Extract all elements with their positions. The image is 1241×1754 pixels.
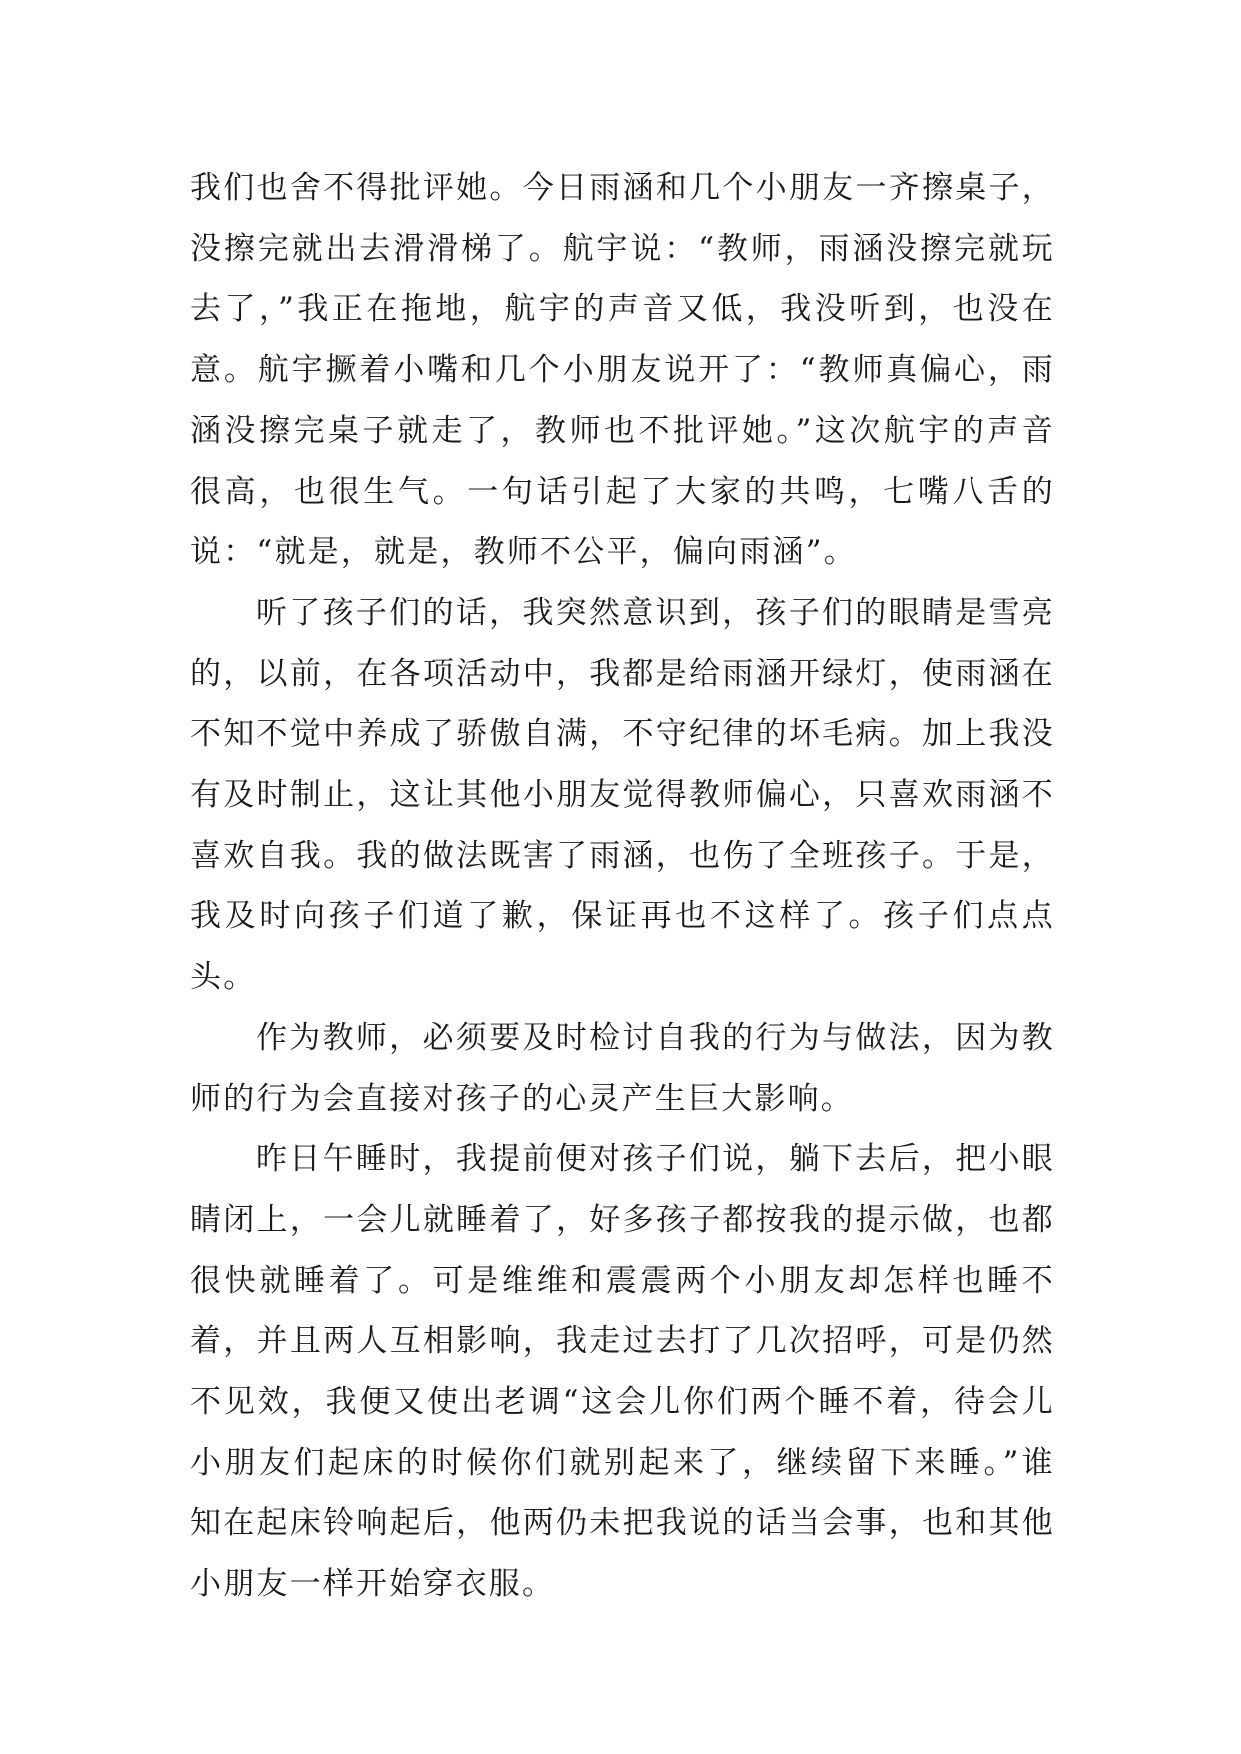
paragraph: 作为教师，必须要及时检讨自我的行为与做法，因为教师的行为会直接对孩子的心灵产生巨大影响。	[190, 1019, 1055, 1117]
paragraph-continuation: 我们也舍不得批评她。今日雨涵和几个小朋友一齐擦桌子，没擦完就出去滑滑梯了。航宇说：“教师，雨涵没擦完就玩去了，”我正在拖地，航宇的声音又低，我没听到，也没在意。航宇撅着小嘴和几个小朋友说开了：“教师真偏心，雨涵没擦完桌子就走了，教师也不批评她。”这次航宇的声音很高，也很生气。一句话引起了大家的共鸣，七嘴八舌的说：“就是，就是，教师不公平，偏向雨涵”。	[190, 170, 1055, 571]
paragraph: 听了孩子们的话，我突然意识到，孩子们的眼睛是雪亮的，以前，在各项活动中，我都是给雨涵开绿灯，使雨涵在不知不觉中养成了骄傲自满，不守纪律的坏毛病。加上我没有及时制止，这让其他小朋友觉得教师偏心，只喜欢雨涵不喜欢自我。我的做法既害了雨涵，也伤了全班孩子。于是，我及时向孩子们道了歉，保证再也不这样了。孩子们点点头。	[190, 594, 1055, 996]
paragraph: 昨日午睡时，我提前便对孩子们说，躺下去后，把小眼睛闭上，一会儿就睡着了，好多孩子都按我的提示做，也都很快就睡着了。可是维维和震震两个小朋友却怎样也睡不着，并且两人互相影响，我走过去打了几次招呼，可是仍然不见效，我便又使出老调“这会儿你们两个睡不着，待会儿小朋友们起床的时候你们就别起来了，继续留下来睡。”谁知在起床铃响起后，他两仍未把我说的话当会事，也和其他小朋友一样开始穿衣服。	[190, 1141, 1055, 1603]
document-body	[190, 158, 1055, 1615]
